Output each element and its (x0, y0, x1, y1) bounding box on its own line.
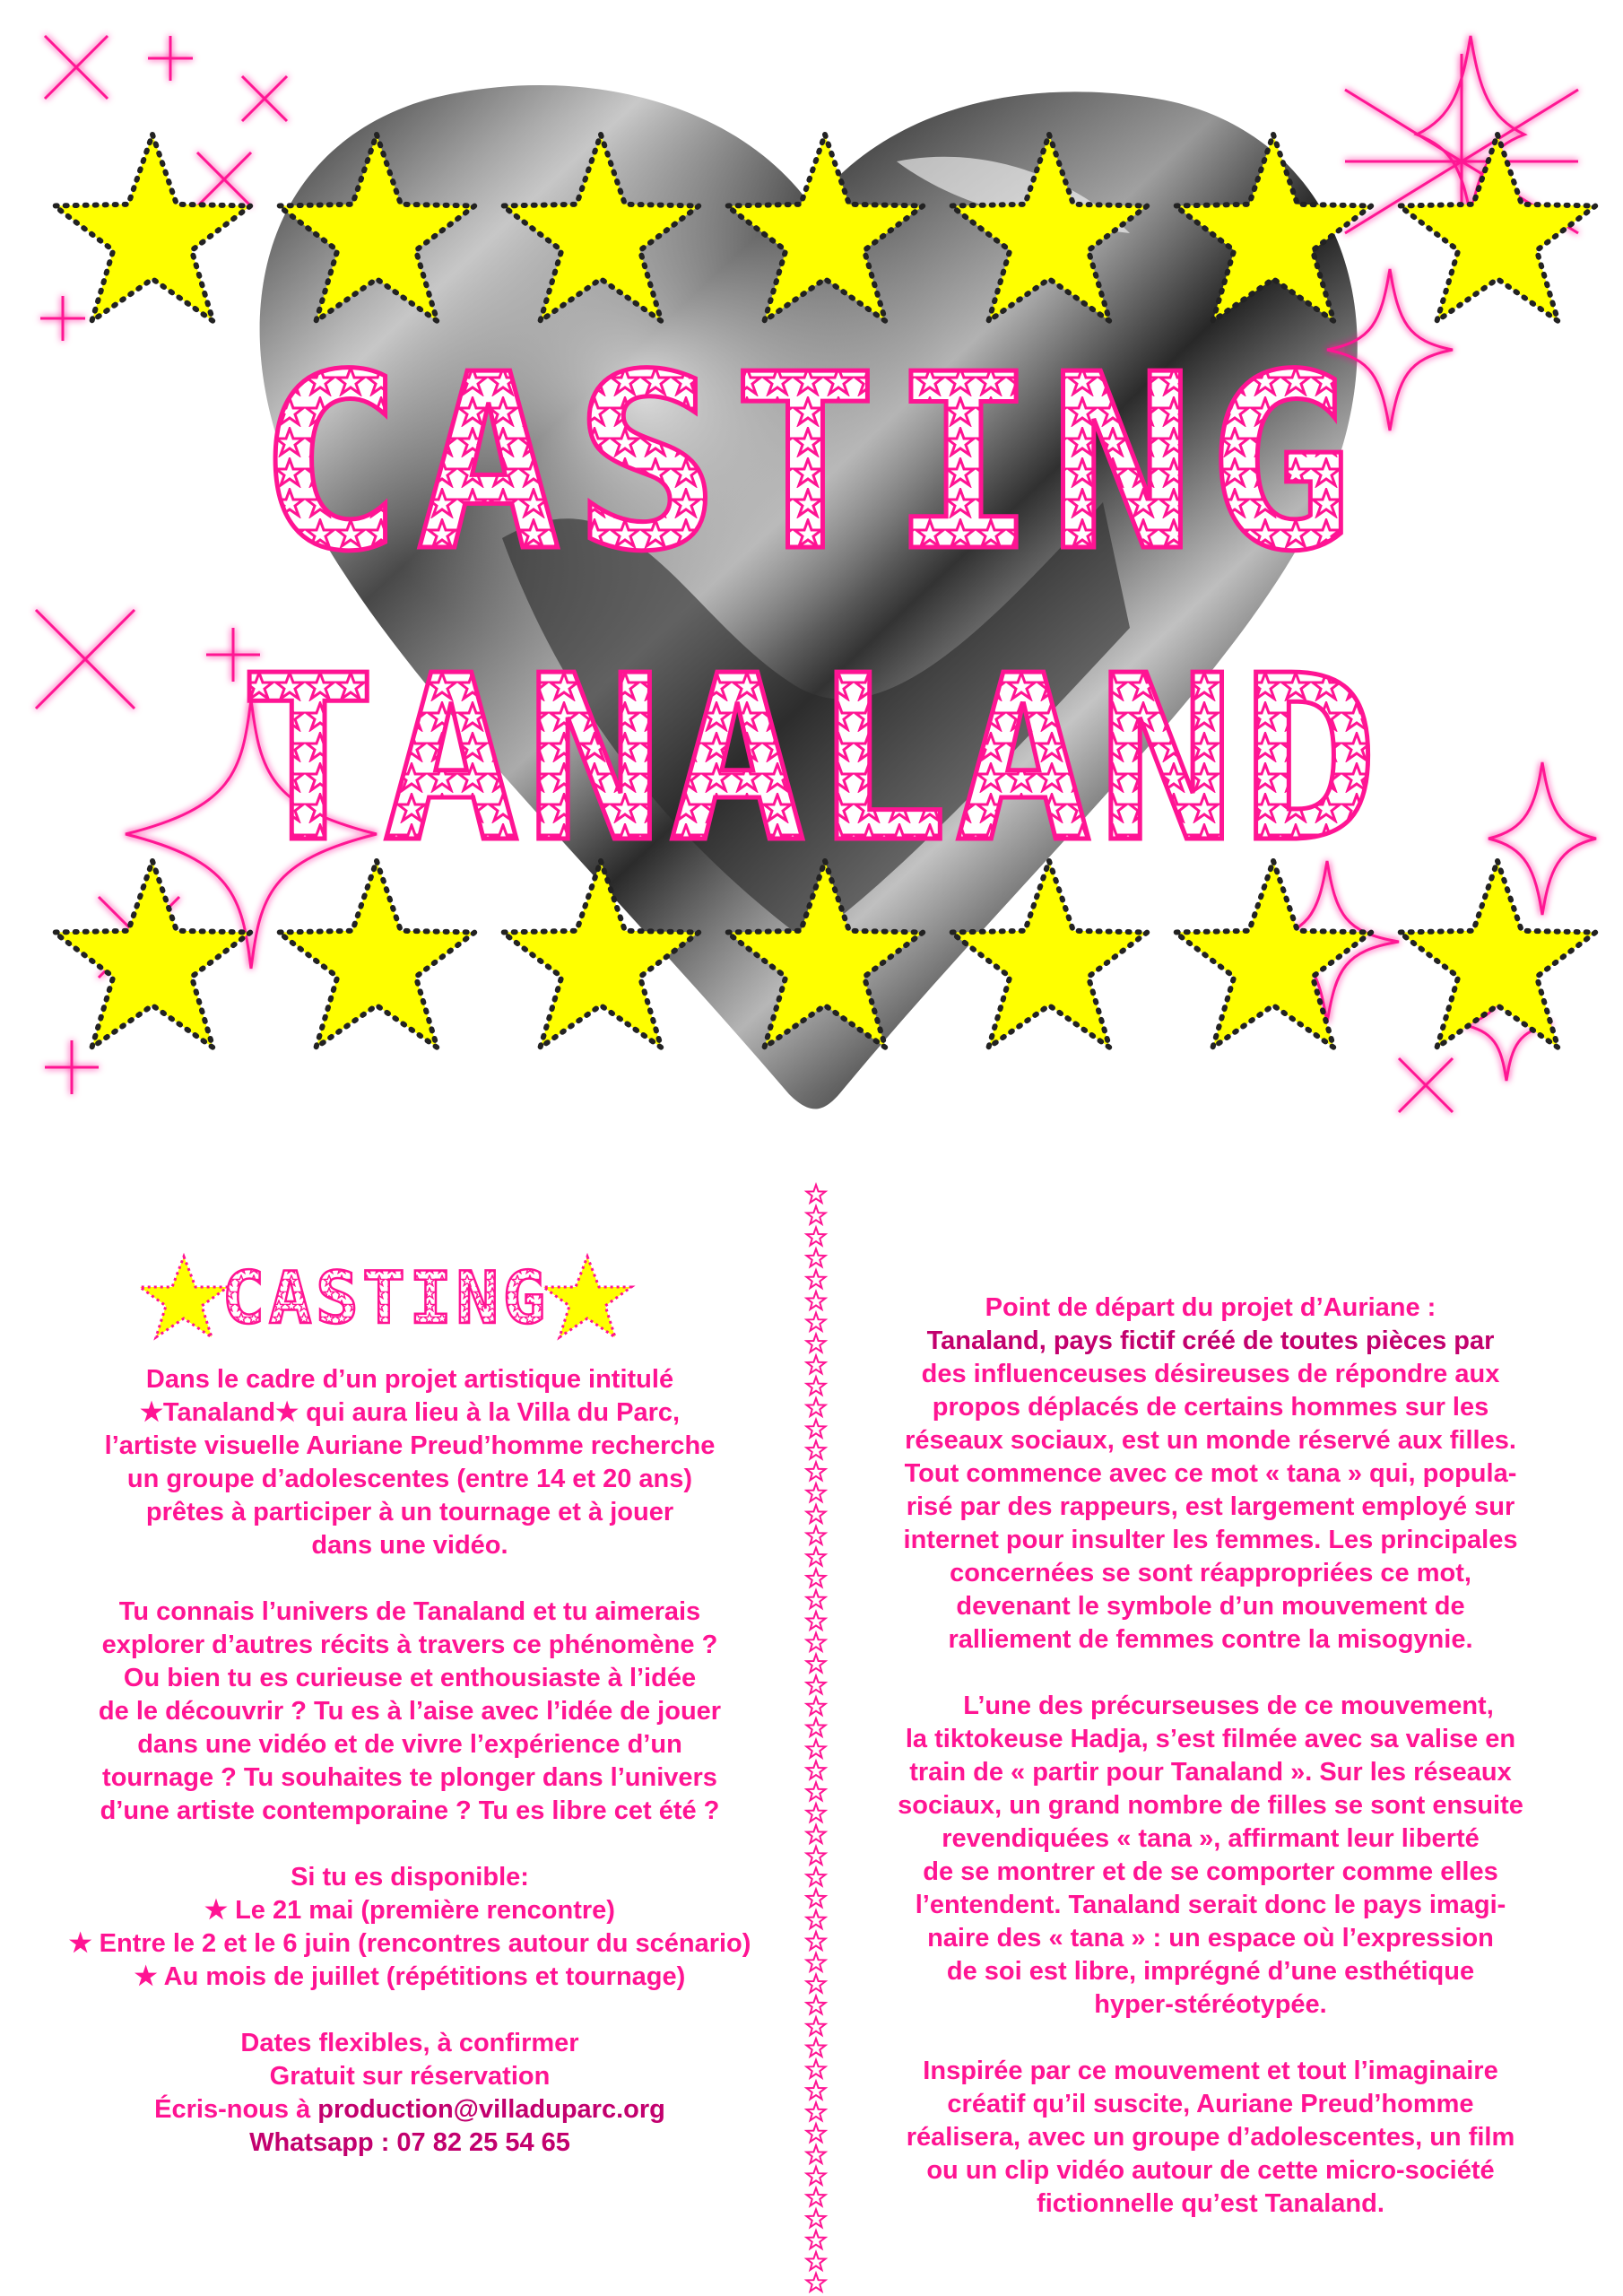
divider-star-icon (807, 1206, 826, 1224)
movement-line: hyper-stéréotypée. (1094, 1990, 1327, 2019)
divider-star-icon (807, 1996, 826, 2013)
divider-star-icon (807, 2102, 826, 2120)
divider-star-icon (807, 1292, 826, 1309)
divider-star-icon (807, 1633, 826, 1651)
divider-star-icon (807, 2231, 826, 2248)
divider-star-icon (807, 1398, 826, 1416)
divider-star-icon (807, 1441, 826, 1459)
divider-star-icon (807, 1270, 826, 1288)
casting-heading (135, 1249, 637, 1348)
divider-star-icon (807, 1697, 826, 1715)
movement-line: L’une des précurseuses de ce mouvement, (963, 1692, 1494, 1720)
project-line: réalisera, avec un groupe d’adolescentes, un film (906, 2123, 1515, 2152)
intro-paragraph (56, 1363, 764, 1562)
origin-line: Tanaland, pays fictif créé de toutes pièces par (926, 1326, 1495, 1355)
divider-star-icon (807, 1675, 826, 1693)
divider-star-icon (807, 1505, 826, 1523)
movement-line: train de « partir pour Tanaland ». Sur les réseaux (909, 1758, 1512, 1787)
divider-star-icon (807, 1718, 826, 1736)
divider-star-icon (807, 2082, 826, 2100)
star-icon-left (140, 1257, 228, 1337)
divider-star-icon (807, 1483, 826, 1501)
yellow-star-icon (55, 861, 251, 1048)
divider-star-icon (807, 1761, 826, 1779)
divider-star-icon (807, 1868, 826, 1886)
questions-paragraph (56, 1596, 764, 1828)
project-line: créatif qu’il suscite, Auriane Preud’homme (947, 2090, 1474, 2118)
divider-star-icon (807, 1612, 826, 1630)
divider-star-icon (807, 1377, 826, 1395)
divider-star-icon (807, 1548, 826, 1566)
origin-line: concernées se sont réappropriées ce mot, (950, 1559, 1471, 1587)
divider-star-icon (807, 1355, 826, 1373)
project-line: Inspirée par ce mouvement et tout l’imaginaire (923, 2057, 1498, 2085)
divider-star-icon (807, 1740, 826, 1758)
divider-star-icon (807, 1335, 826, 1352)
divider-star-icon (807, 2060, 826, 2078)
divider-star-icon (807, 1569, 826, 1587)
question-line: Ou bien tu es curieuse et enthousiaste à l’idée (123, 1664, 697, 1692)
availability-line: ★ Le 21 mai (première rencontre) (204, 1896, 615, 1925)
movement-line: de se montrer et de se comporter comme elles (923, 1857, 1498, 1886)
movement-line: naire des « tana » : un espace où l’expression (927, 1924, 1494, 1952)
question-line: Tu connais l’univers de Tanaland et tu aimerais (118, 1597, 701, 1626)
divider-star-icon (807, 2124, 826, 2142)
project-line: fictionnelle qu’est Tanaland. (1037, 2189, 1384, 2218)
divider-star-icon (807, 1804, 826, 1822)
project-paragraph (838, 2055, 1583, 2221)
origin-line: ralliement de femmes contre la misogynie. (948, 1625, 1473, 1654)
divider-star-icon (807, 1953, 826, 1971)
divider-star-icon (807, 1847, 826, 1865)
divider-star-icon (807, 1228, 826, 1246)
movement-line: revendiquées « tana », affirmant leur liberté (942, 1824, 1480, 1853)
divider-star-icon (807, 1248, 826, 1266)
intro-line: dans une vidéo. (311, 1531, 508, 1560)
intro-line: un groupe d’adolescentes (entre 14 et 20 ans) (126, 1465, 693, 1493)
origin-line: propos déplacés de certains hommes sur les (932, 1393, 1489, 1422)
divider-star-icon (807, 2209, 826, 2227)
left-column (56, 1363, 764, 2193)
divider-star-icon (807, 2274, 826, 2292)
availability-line: ★ Entre le 2 et le 6 juin (rencontres autour du scénario) (68, 1929, 751, 1958)
divider-star-icon (807, 1910, 826, 1928)
origin-line: devenant le symbole d’un mouvement de (956, 1592, 1465, 1621)
movement-paragraph (838, 1690, 1583, 2022)
contact-paragraph (56, 2027, 764, 2160)
divider-star-icon (807, 2252, 826, 2270)
divider-star-icon (807, 2188, 826, 2206)
availability-paragraph (56, 1861, 764, 1994)
origin-line: Point de départ du projet d’Auriane : (985, 1293, 1436, 1322)
question-line: dans une vidéo et de vivre l’expérience d’un (137, 1730, 682, 1759)
divider-star-icon (807, 1185, 826, 1203)
question-line: de le découvrir ? Tu es à l’aise avec l’idée de jouer (98, 1697, 722, 1726)
contact-email-prefix: Écris-nous à (154, 2095, 318, 2124)
divider-star-icon (807, 2039, 826, 2057)
star-divider (803, 1182, 829, 2294)
origin-paragraph (838, 1292, 1583, 1657)
divider-star-icon (807, 1825, 826, 1843)
intro-line: prêtes à participer à un tournage et à jouer (145, 1498, 674, 1526)
divider-star-icon (807, 1462, 826, 1480)
origin-line: réseaux sociaux, est un monde réservé aux filles. (905, 1426, 1516, 1455)
project-line: ou un clip vidéo autour de cette micro-société (926, 2156, 1495, 2185)
availability-line: ★ Au mois de juillet (répétitions et tournage) (134, 1962, 686, 1991)
origin-line: risé par des rappeurs, est largement employé sur (906, 1492, 1515, 1521)
right-column (838, 1292, 1583, 2254)
divider-star-icon (807, 1313, 826, 1331)
title-tanaland: TANALAND (239, 627, 1384, 893)
contact-dates: Dates flexibles, à confirmer (240, 2029, 579, 2057)
yellow-star-icon (1400, 861, 1596, 1048)
divider-star-icon (807, 2167, 826, 2185)
title-casting: CASTING (257, 322, 1366, 604)
contact-whatsapp[interactable]: Whatsapp : 07 82 25 54 65 (249, 2128, 570, 2157)
divider-star-icon (807, 2017, 826, 2035)
intro-line: ★Tanaland★ qui aura lieu à la Villa du Parc, (139, 1398, 681, 1427)
divider-star-icon (807, 1975, 826, 1993)
intro-line: Dans le cadre d’un projet artistique intitulé (145, 1365, 674, 1394)
contact-free: Gratuit sur réservation (269, 2062, 551, 2091)
question-line: d’une artiste contemporaine ? Tu es libre cet été ? (100, 1796, 720, 1825)
divider-star-icon (807, 1655, 826, 1673)
movement-line: la tiktokeuse Hadja, s’est filmée avec sa valise en (905, 1725, 1516, 1753)
question-line: tournage ? Tu souhaites te plonger dans l’univers (102, 1763, 717, 1792)
movement-line: de soi est libre, imprégné d’une esthétique (946, 1957, 1475, 1986)
divider-star-icon (807, 1782, 826, 1800)
movement-line: sociaux, un grand nombre de filles se sont ensuite (898, 1791, 1523, 1820)
divider-star-icon (807, 1590, 826, 1608)
contact-email-line (56, 2093, 764, 2126)
question-line: explorer d’autres récits à travers ce phénomène ? (101, 1631, 718, 1659)
availability-line: Si tu es disponible: (291, 1863, 529, 1892)
origin-line: des influenceuses désireuses de répondre aux (921, 1360, 1500, 1388)
casting-heading-text: CASTING (221, 1257, 550, 1340)
divider-star-icon (807, 1889, 826, 1907)
contact-email-link[interactable]: production@villaduparc.org (317, 2095, 665, 2124)
origin-line: internet pour insulter les femmes. Les principales (903, 1526, 1518, 1554)
divider-star-icon (807, 2145, 826, 2163)
divider-star-icon (807, 1420, 826, 1438)
movement-line: l’entendent. Tanaland serait donc le pays imagi- (915, 1891, 1506, 1919)
star-icon-right (543, 1257, 631, 1337)
divider-star-icon (807, 1932, 826, 1950)
origin-line: Tout commence avec ce mot « tana » qui, popula- (904, 1459, 1517, 1488)
divider-star-icon (807, 1526, 826, 1544)
yellow-star-icon (55, 135, 251, 321)
intro-line: l’artiste visuelle Auriane Preud’homme recherche (104, 1431, 716, 1460)
